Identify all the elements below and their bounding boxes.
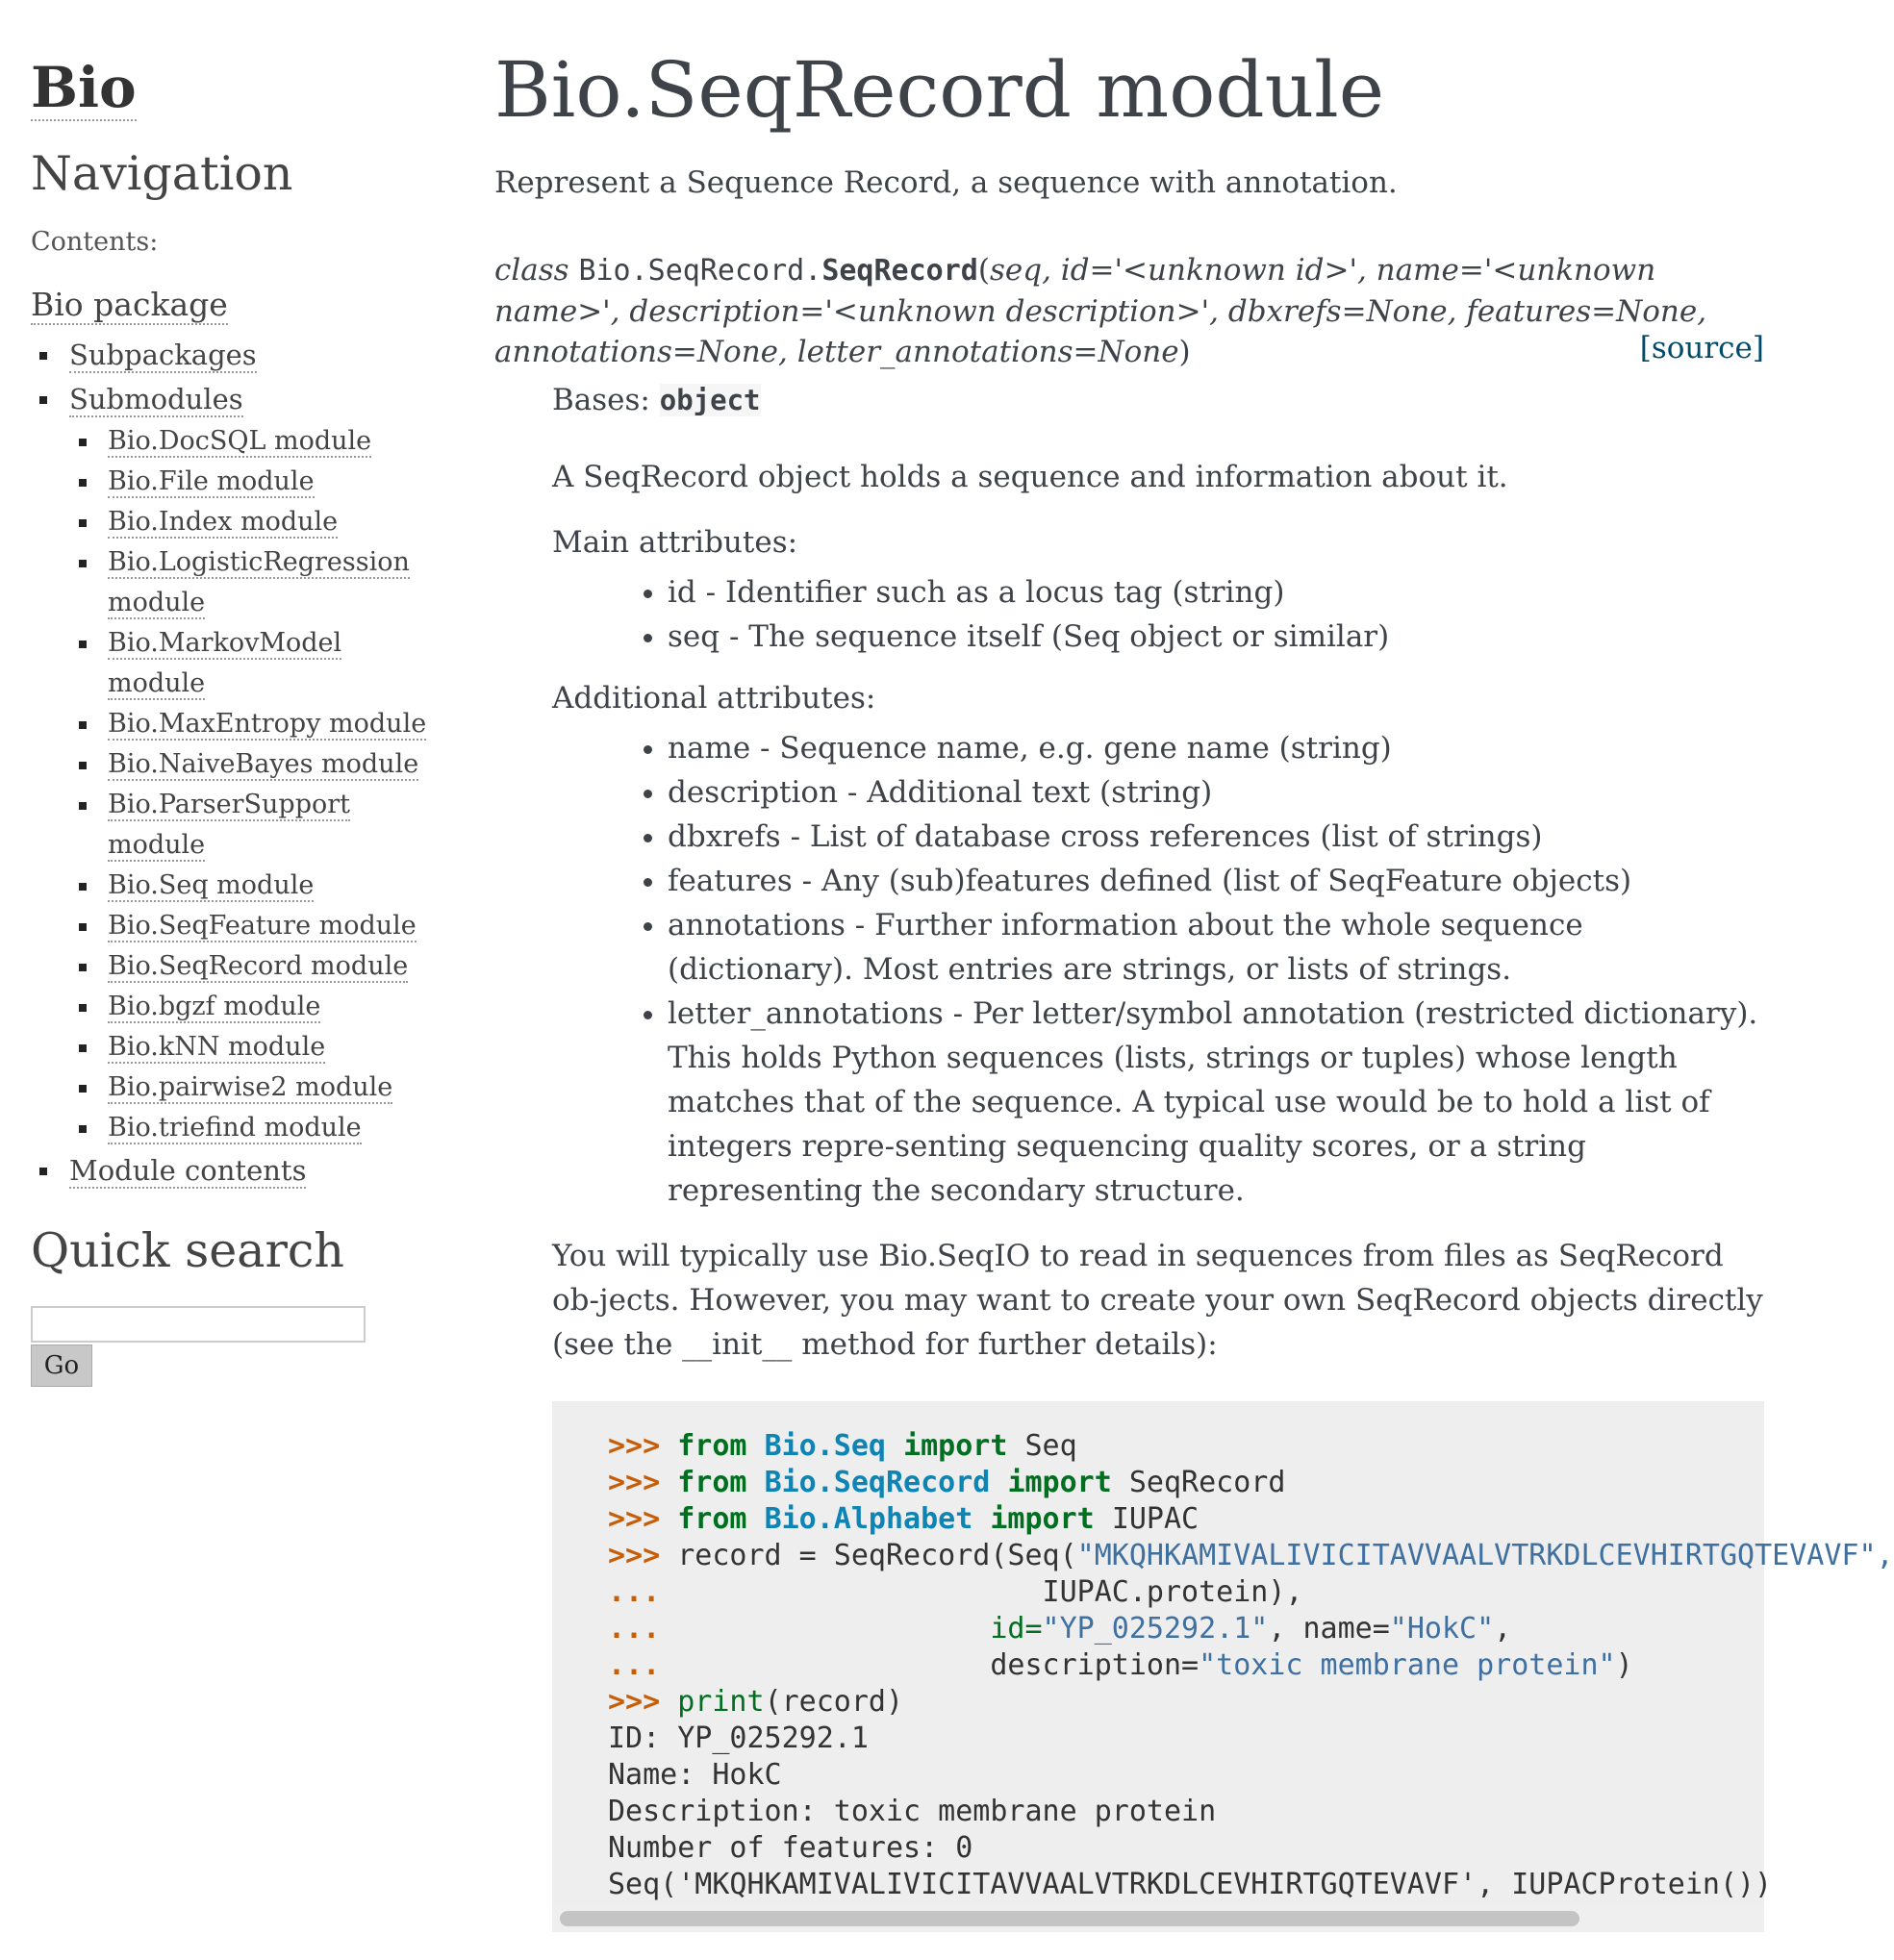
toc-link-markovmodel[interactable]: Bio.MarkovModel module [108, 628, 342, 699]
list-item: • annotations - Further information about the whole sequence (dictionary). Most entries are strings, or lists of strings. [668, 903, 1764, 992]
submodule-item [69, 785, 444, 866]
code-line: >>> record = SeqRecord(Seq("MKQHKAMIVALIVICITAVVAALVTRKDLCEVHIRTGQTEVAVF", [608, 1539, 1894, 1572]
submodule-item [69, 623, 444, 704]
submodule-item [69, 744, 444, 785]
signature-close-paren: ) [1178, 335, 1191, 369]
source-link[interactable]: [source] [1639, 331, 1764, 365]
code-line: ... description="toxic membrane protein") [608, 1648, 1633, 1682]
horizontal-scrollbar-thumb[interactable] [560, 1911, 1579, 1926]
list-item: • features - Any (sub)features defined (list of SeqFeature objects) [668, 859, 1764, 903]
code-line: >>> from Bio.Seq import Seq [608, 1429, 1077, 1463]
code-line: ... IUPAC.protein), [608, 1575, 1303, 1609]
toc-item [31, 333, 444, 377]
list-item: • description - Additional text (string) [668, 770, 1764, 815]
bases-value: object [659, 384, 761, 416]
quick-search-heading: Quick search [31, 1223, 344, 1279]
code-output-line: Seq('MKQHKAMIVALIVICITAVVAALVTRKDLCEVHIRTGQTEVAVF', IUPACProtein()) [608, 1868, 1773, 1901]
code-output-line: Description: toxic membrane protein [608, 1795, 1217, 1828]
signature-class-name: SeqRecord [821, 254, 978, 288]
list-item: • id - Identifier such as a locus tag (string) [668, 570, 1764, 615]
toc-link-parsersupport[interactable]: Bio.ParserSupport module [108, 790, 351, 861]
submodule-list [69, 421, 444, 1148]
toc-submodules[interactable]: Submodules [69, 383, 243, 416]
module-intro: Represent a Sequence Record, a sequence with annotation. [494, 165, 1398, 200]
toc-link-docsql[interactable]: Bio.DocSQL module [108, 426, 372, 457]
sidebar [31, 55, 444, 1387]
code-output-line: Number of features: 0 [608, 1831, 973, 1865]
toc-link-logisticregression[interactable]: Bio.LogisticRegression module [108, 547, 410, 618]
toc-item [31, 1148, 444, 1193]
additional-attributes-heading: Additional attributes: [552, 681, 876, 716]
submodule-item [69, 987, 444, 1027]
submodule-item [69, 462, 444, 502]
brand-link[interactable]: Bio [31, 55, 137, 120]
toc-bio-package[interactable]: Bio package [31, 286, 228, 326]
toc-link-naivebayes[interactable]: Bio.NaiveBayes module [108, 749, 419, 780]
signature-params: seq, id='<unknown id>', name='<unknown name>', description='<unknown description>', dbxrefs=None, features=None, annotations=None, letter_annotations=None [494, 253, 1707, 369]
class-keyword: class [494, 253, 569, 288]
main-attributes-heading: Main attributes: [552, 525, 798, 560]
search-input[interactable] [31, 1306, 366, 1343]
toc-link-triefind[interactable]: Bio.triefind module [108, 1113, 362, 1143]
toc-link-file[interactable]: Bio.File module [108, 466, 315, 497]
submodule-item [69, 1027, 444, 1068]
go-button[interactable]: Go [31, 1344, 92, 1387]
additional-attributes-list [552, 726, 1764, 1213]
submodule-item [69, 502, 444, 542]
bases-label: Bases: [552, 383, 650, 417]
submodule-item [69, 704, 444, 744]
toc-link-pairwise2[interactable]: Bio.pairwise2 module [108, 1072, 393, 1103]
toc-item [31, 377, 444, 1148]
toc-link-maxentropy[interactable]: Bio.MaxEntropy module [108, 709, 427, 740]
code-line: >>> print(record) [608, 1685, 904, 1719]
list-item: • dbxrefs - List of database cross references (list of strings) [668, 815, 1764, 859]
signature-open-paren: ( [977, 253, 990, 288]
code-line: >>> from Bio.Alphabet import IUPAC [608, 1502, 1200, 1536]
toc-link-bgzf[interactable]: Bio.bgzf module [108, 992, 321, 1022]
submodule-item [69, 421, 444, 462]
class-description [552, 378, 1764, 1367]
navigation-heading: Navigation [31, 145, 293, 201]
submodule-item [69, 1068, 444, 1108]
list-item: • letter_annotations - Per letter/symbol annotation (restricted dictionary). This holds Python sequences (lists, strings or tuples) whose length matches that of the sequence. A typical use would be to hold a list of integers repre-senting sequencing quality scores, or a string representing the secondary structure. [668, 992, 1764, 1213]
toc-link-seq[interactable]: Bio.Seq module [108, 870, 315, 901]
toc-link-index[interactable]: Bio.Index module [108, 507, 339, 538]
main-content [494, 45, 1894, 1932]
submodule-item [69, 866, 444, 906]
toc-link-seqfeature[interactable]: Bio.SeqFeature module [108, 911, 417, 942]
main-attributes-list [552, 570, 1764, 659]
class-signature [494, 250, 1764, 372]
toc-link-knn[interactable]: Bio.kNN module [108, 1032, 326, 1063]
list-item: • name - Sequence name, e.g. gene name (string) [668, 726, 1764, 770]
usage-paragraph: You will typically use Bio.SeqIO to read in sequences from files as SeqRecord ob-jects. However, you may want to create your own SeqRecord objects directly (see the __init__ method for further details): [552, 1239, 1763, 1362]
list-item: • seq - The sequence itself (Seq object or similar) [668, 615, 1764, 659]
code-output-line: ID: YP_025292.1 [608, 1721, 869, 1755]
bases-line [552, 378, 1764, 422]
toc-link-seqrecord[interactable]: Bio.SeqRecord module [108, 951, 409, 982]
code-example [552, 1401, 1894, 1932]
toc-list [31, 333, 444, 1193]
code-line: >>> from Bio.SeqRecord import SeqRecord [608, 1466, 1286, 1499]
signature-module: Bio.SeqRecord. [578, 254, 822, 288]
description-paragraph: A SeqRecord object holds a sequence and information about it. [552, 460, 1508, 494]
toc-subpackages[interactable]: Subpackages [69, 339, 257, 372]
code-output-line: Name: HokC [608, 1758, 782, 1792]
page-title: Bio.SeqRecord module [494, 45, 1385, 135]
toc-module-contents[interactable]: Module contents [69, 1154, 307, 1188]
submodule-item [69, 906, 444, 946]
code-line: ... id="YP_025292.1", name="HokC", [608, 1612, 1512, 1646]
submodule-item [69, 542, 444, 623]
contents-label: Contents: [31, 226, 159, 257]
submodule-item [69, 946, 444, 987]
submodule-item [69, 1108, 444, 1148]
